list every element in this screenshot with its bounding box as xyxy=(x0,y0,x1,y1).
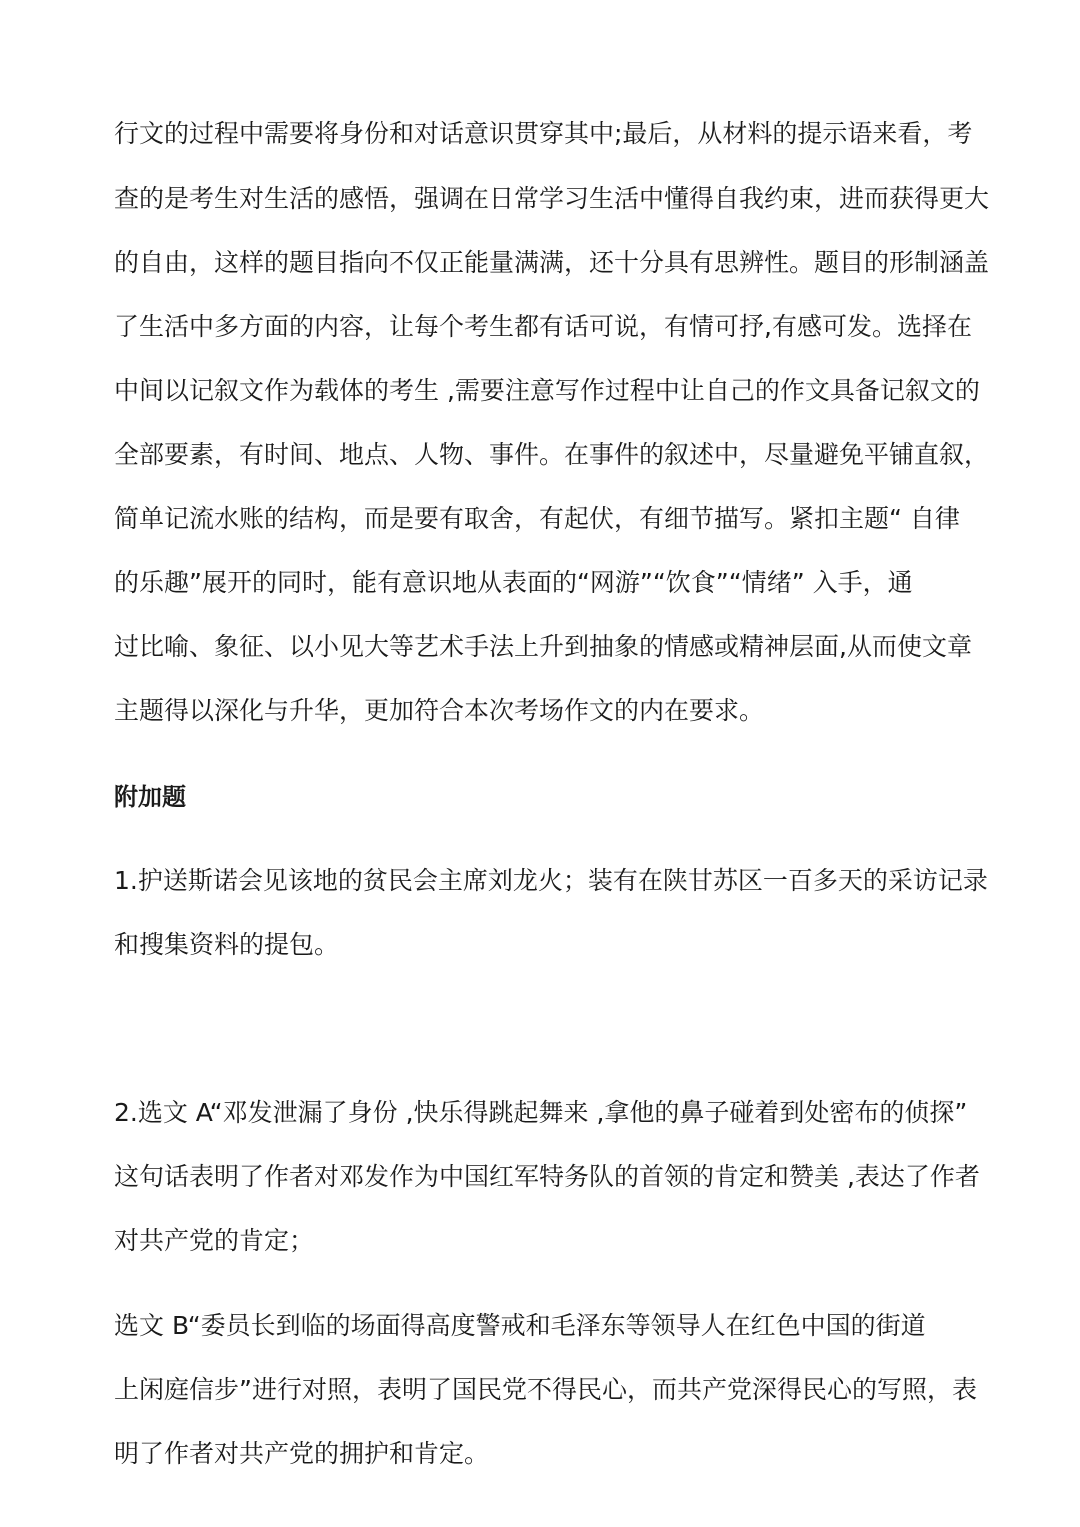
paragraph-line: 查的是考生对生活的感悟，强调在日常学习生活中懂得自我约束，进而获得更大 xyxy=(114,184,990,213)
paragraph-line: 行文的过程中需要将身份和对话意识贯穿其中;最后，从材料的提示语来看，考 xyxy=(114,119,973,148)
answer-line: 对共产党的肯定； xyxy=(114,1226,315,1255)
paragraph-line: 的自由，这样的题目指向不仅正能量满满，还十分具有思辨性。题目的形制涵盖 xyxy=(114,248,990,277)
answer-line: 2.选文 A“邓发泄漏了身份 ,快乐得跳起舞来 ,拿他的鼻子碰着到处密布的侦探” xyxy=(114,1098,968,1127)
paragraph-line: 的乐趣”展开的同时，能有意识地从表面的“网游”“饮食”“情绪” 入手，通 xyxy=(114,568,913,597)
paragraph-line: 全部要素，有时间、地点、人物、事件。在事件的叙述中，尽量避免平铺直叙， xyxy=(114,440,990,469)
section-title: 附加题 xyxy=(114,783,186,811)
answer-line: 明了作者对共产党的拥护和肯定。 xyxy=(114,1439,490,1468)
answer-line: 1.护送斯诺会见该地的贫民会主席刘龙火；装有在陕甘苏区一百多天的采访记录 xyxy=(114,866,988,895)
answer-line: 选文 B“委员长到临的场面得高度警戒和毛泽东等领导人在红色中国的街道 xyxy=(114,1311,926,1340)
paragraph-line: 了生活中多方面的内容，让每个考生都有话可说，有情可抒,有感可发。选择在 xyxy=(114,312,972,341)
answer-line: 上闲庭信步”进行对照，表明了国民党不得民心，而共产党深得民心的写照，表 xyxy=(114,1375,977,1404)
answer-line: 和搜集资料的提包。 xyxy=(114,930,340,959)
answer-line: 这句话表明了作者对邓发作为中国红军特务队的首领的肯定和赞美 ,表达了作者 xyxy=(114,1162,980,1191)
paragraph-line: 中间以记叙文作为载体的考生 ,需要注意写作过程中让自己的作文具备记叙文的 xyxy=(114,376,980,405)
paragraph-line: 简单记流水账的结构，而是要有取舍，有起伏，有细节描写。紧扣主题“ 自律 xyxy=(114,504,960,533)
paragraph-line: 过比喻、象征、以小见大等艺术手法上升到抽象的情感或精神层面,从而使文章 xyxy=(114,632,972,661)
paragraph-line: 主题得以深化与升华，更加符合本次考场作文的内在要求。 xyxy=(114,696,765,725)
